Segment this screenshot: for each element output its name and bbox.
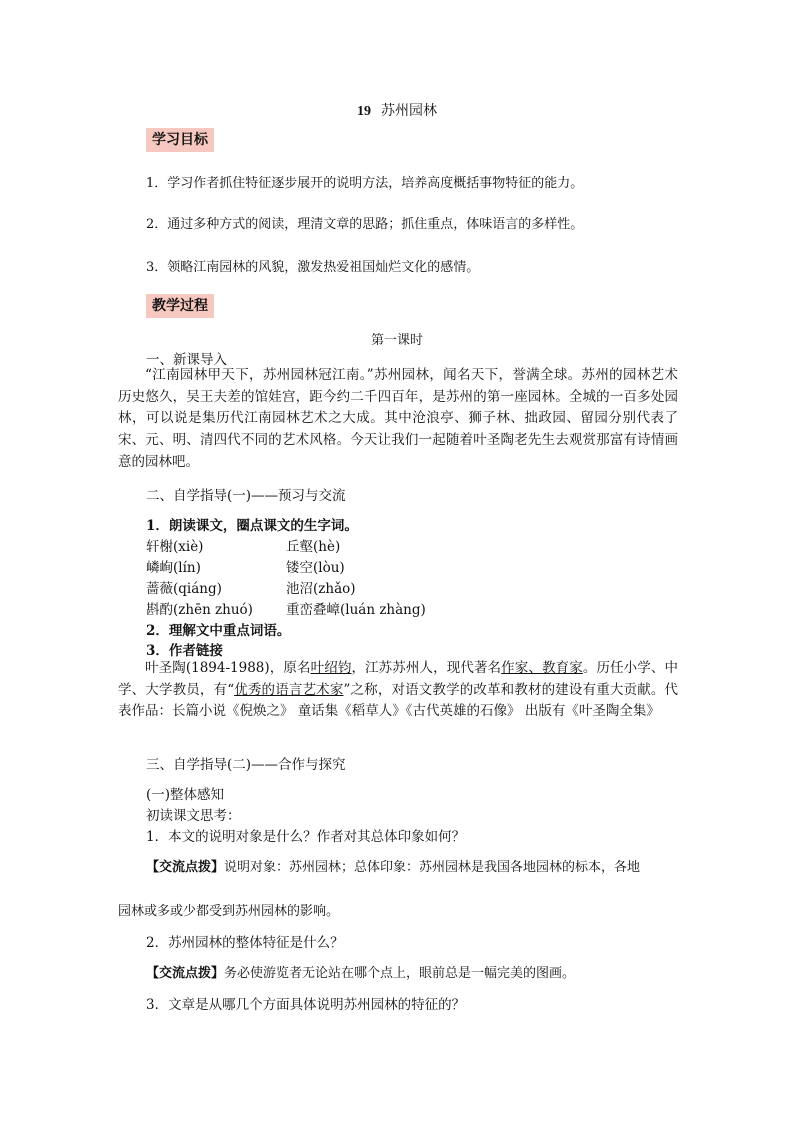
goal-item-1: 1．学习作者抓住特征逐步展开的说明方法，培养高度概括事物特征的能力。: [146, 176, 584, 191]
process-tag: 教学过程: [146, 294, 214, 318]
author-paragraph: [118, 658, 678, 723]
section-3-heading: 三、自学指导(二)——合作与探究: [146, 757, 346, 773]
answer-text: 说明对象：苏州园林；总体印象：苏州园林是我国各地园林的标本，各地: [224, 860, 641, 875]
vocab-word: 嶙峋(lín): [146, 560, 201, 576]
task-1: 1．朗读课文，圈点课文的生字词。: [146, 518, 358, 534]
overall-perception-heading: (一)整体感知: [146, 787, 225, 803]
goal-item-2: 2．通过多种方式的阅读，理清文章的思路；抓住重点，体味语言的多样性。: [146, 217, 584, 232]
question-1: 1．本文的说明对象是什么？作者对其总体印象如何？: [146, 829, 466, 845]
vocab-word: 重峦叠嶂(luán zhàng): [286, 602, 426, 618]
answer-text: 务必使游览者无论站在哪个点上，眼前总是一幅完美的图画。: [224, 966, 576, 981]
author-text: 。历任小学、中学、大学教员，有“: [118, 660, 679, 698]
section-1-heading: 一、新课导入: [146, 352, 227, 368]
author-text: ，江苏苏州人，现代著名: [351, 660, 502, 676]
page-title: [0, 100, 794, 120]
vocab-word: 蔷薇(qiáng): [146, 581, 222, 597]
intro-paragraph: “江南园林甲天下，苏州园林冠江南。”苏州园林，闻名天下，誉满全球。苏州的园林艺术历史悠久，吴王夫差的馆娃宫，距今约二千四百年，是苏州的第一座园林。全城的一百多处园林，可以说是集历代江南园林艺术之大成。其中沧浪亭、狮子林、拙政园、留园分别代表了宋、元、明、清四代不同的艺术风格。今天让我们一起随着叶圣陶老先生去观赏那富有诗情画意的园林吧。: [118, 367, 678, 470]
vocab-word: 池沼(zhǎo): [286, 581, 356, 597]
tip-label: 【交流点拨】: [146, 966, 225, 981]
tip-label: 【交流点拨】: [146, 860, 225, 875]
lesson-title: 苏州园林: [381, 103, 437, 119]
author-name: 叶绍钧: [310, 660, 352, 676]
task-3: 3．作者链接: [146, 643, 223, 659]
answer-2: [146, 962, 575, 981]
lesson-period: 第一课时: [370, 333, 423, 348]
vocab-word: 镂空(lòu): [286, 560, 345, 576]
goals-tag: 学习目标: [146, 128, 214, 152]
goal-item-3: 3．领略江南园林的风貌，激发热爱祖国灿烂文化的感情。: [146, 260, 480, 275]
author-honor: 优秀的语言艺术家: [234, 681, 344, 698]
author-titles: 作家、教育家: [501, 660, 583, 676]
section-2-heading: 二、自学指导(一)——预习与交流: [146, 488, 346, 504]
reading-prompt: 初读课文思考：: [146, 808, 241, 824]
vocab-word: 丘壑(hè): [286, 539, 341, 555]
author-text: ”之称，对语文教学的改革和教材的建设有重大贡献。代表作品：长篇小说《倪焕之》 童话集《稻草人》《古代英雄的石像》 出版有《叶圣陶全集》: [118, 681, 678, 720]
author-text: 叶圣陶(1894-1988)，原名: [145, 660, 311, 676]
answer-1-cont: 园林或多或少都受到苏州园林的影响。: [118, 904, 340, 919]
vocab-word: 斟酌(zhēn zhuó): [146, 602, 253, 618]
answer-1: [146, 856, 640, 875]
vocab-word: 轩榭(xiè): [146, 539, 204, 555]
lesson-number: 19: [357, 104, 371, 119]
question-2: 2．苏州园林的整体特征是什么？: [146, 935, 344, 951]
question-3: 3．文章是从哪几个方面具体说明苏州园林的特征的？: [146, 997, 466, 1013]
task-2: 2．理解文中重点词语。: [146, 623, 291, 639]
